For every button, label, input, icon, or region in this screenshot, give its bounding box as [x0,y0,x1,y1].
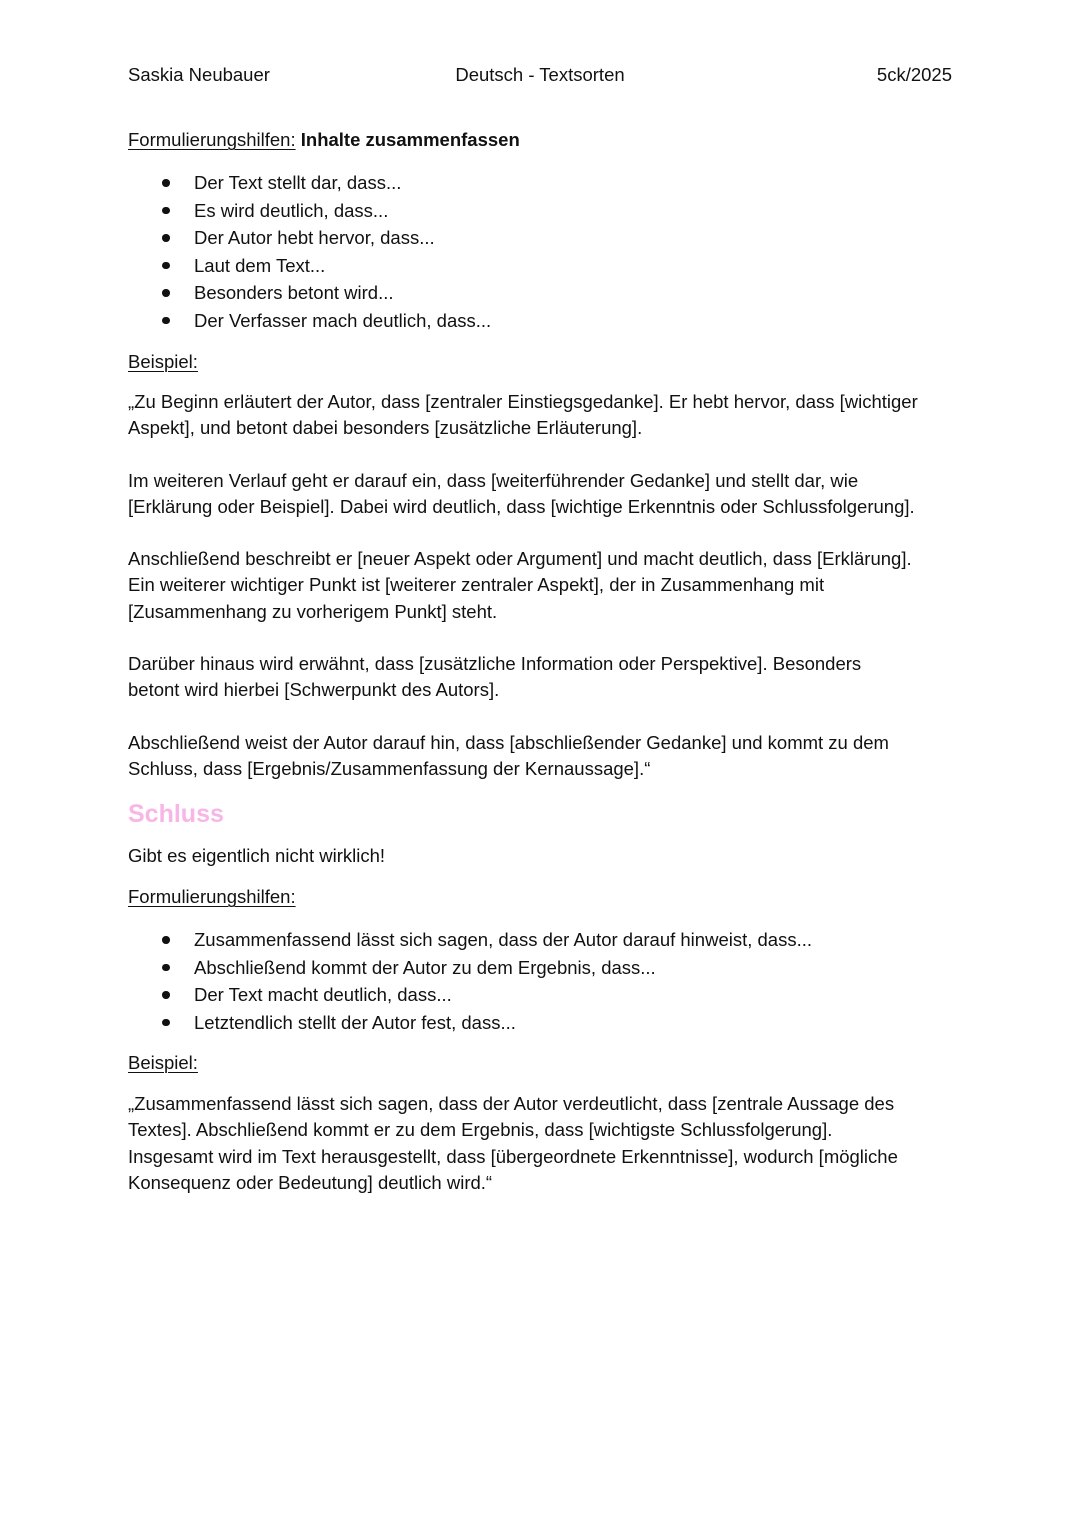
bullet-text: Letztendlich stellt der Autor fest, dass... [194,1011,516,1033]
paragraph-line: „Zu Beginn erläutert der Autor, dass [zentraler Einstiegsgedanke]. Er hebt hervor, dass [wichtiger [128,391,918,412]
paragraph-line: Konsequenz oder Bedeutung] deutlich wird.“ [128,1171,493,1193]
list-item [128,954,812,982]
example-paragraph [128,546,952,625]
section1-example-label: Beispiel: [128,351,198,372]
paragraph-line: Darüber hinaus wird erwähnt, dass [zusätzliche Information oder Perspektive]. Besonders [128,653,862,674]
bullet-icon [162,991,170,999]
bullet-icon [162,234,170,242]
bullet-text: Der Text macht deutlich, dass... [194,984,452,1005]
bullet-text: Besonders betont wird... [194,282,394,303]
bullet-icon [162,936,170,944]
bullet-text: Der Autor hebt hervor, dass... [194,227,435,248]
bullet-text: Der Text stellt dar, dass... [194,172,402,193]
paragraph-line: [Zusammenhang zu vorherigem Punkt] steht. [128,600,498,622]
paragraph-line: betont wird hierbei [Schwerpunkt des Autors]. [128,679,500,701]
paragraph-line: Im weiteren Verlauf geht er darauf ein, dass [weiterführender Gedanke] und stellt dar, wie [128,470,859,491]
page-header [128,64,952,90]
paragraph-line: Insgesamt wird im Text herausgestellt, dass [übergeordnete Erkenntnisse], wodurch [mögliche [128,1145,898,1167]
list-item [128,1009,812,1037]
section2-label: Formulierungshilfen: [128,886,296,907]
list-item [128,279,491,307]
section1-label: Formulierungshilfen: [128,129,296,150]
bullet-text: Laut dem Text... [194,254,326,276]
example-paragraph [128,651,952,704]
header-subject: Deutsch - Textsorten [455,64,625,85]
paragraph-line: Textes]. Abschließend kommt er zu dem Ergebnis, dass [wichtigste Schlussfolgerung]. [128,1119,833,1141]
example-paragraph [128,730,952,783]
bullet-icon [162,179,170,187]
section2-bullet-list [128,926,812,1036]
list-item [128,307,491,335]
paragraph-line: Ein weiterer wichtiger Punkt ist [weiterer zentraler Aspekt], der in Zusammenhang mit [128,574,825,596]
bullet-text: Es wird deutlich, dass... [194,199,389,221]
list-item [128,252,491,280]
bullet-icon [162,964,170,972]
paragraph-line: [Erklärung oder Beispiel]. Dabei wird deutlich, dass [wichtige Erkenntnis oder Schlussfolgerung]. [128,496,915,518]
paragraph-line: Anschließend beschreibt er [neuer Aspekt oder Argument] und macht deutlich, dass [Erklärung]. [128,548,912,569]
list-item [128,197,491,225]
header-class-year: 5ck/2025 [876,64,952,85]
bullet-icon [162,262,170,270]
bullet-text: Der Verfasser mach deutlich, dass... [194,309,492,331]
section2-heading: Schluss [128,800,224,828]
bullet-icon [162,1019,170,1027]
section1-heading [128,127,520,153]
bullet-icon [162,317,170,325]
header-author: Saskia Neubauer [128,64,270,85]
paragraph-line: „Zusammenfassend lässt sich sagen, dass der Autor verdeutlicht, dass [zentrale Aussage des [128,1093,895,1114]
example-paragraph [128,468,952,521]
list-item [128,224,491,252]
list-item [128,169,491,197]
section1-title: Inhalte zusammenfassen [300,129,520,150]
bullet-icon [162,207,170,215]
paragraph-line: Schluss, dass [Ergebnis/Zusammenfassung der Kernaussage].“ [128,758,651,780]
paragraph-line: Aspekt], und betont dabei besonders [zusätzliche Erläuterung]. [128,417,643,439]
paragraph-line: Abschließend weist der Autor darauf hin, dass [abschließender Gedanke] und kommt zu dem [128,732,889,753]
section2-example-label: Beispiel: [128,1052,198,1073]
list-item [128,981,812,1009]
bullet-text: Abschließend kommt der Autor zu dem Ergebnis, dass... [194,956,656,978]
example-paragraph [128,389,952,442]
list-item [128,926,812,954]
section2-intro: Gibt es eigentlich nicht wirklich! [128,845,386,866]
section1-bullet-list [128,169,491,334]
bullet-icon [162,289,170,297]
bullet-text: Zusammenfassend lässt sich sagen, dass der Autor darauf hinweist, dass... [194,929,813,950]
example-paragraph [128,1091,952,1196]
